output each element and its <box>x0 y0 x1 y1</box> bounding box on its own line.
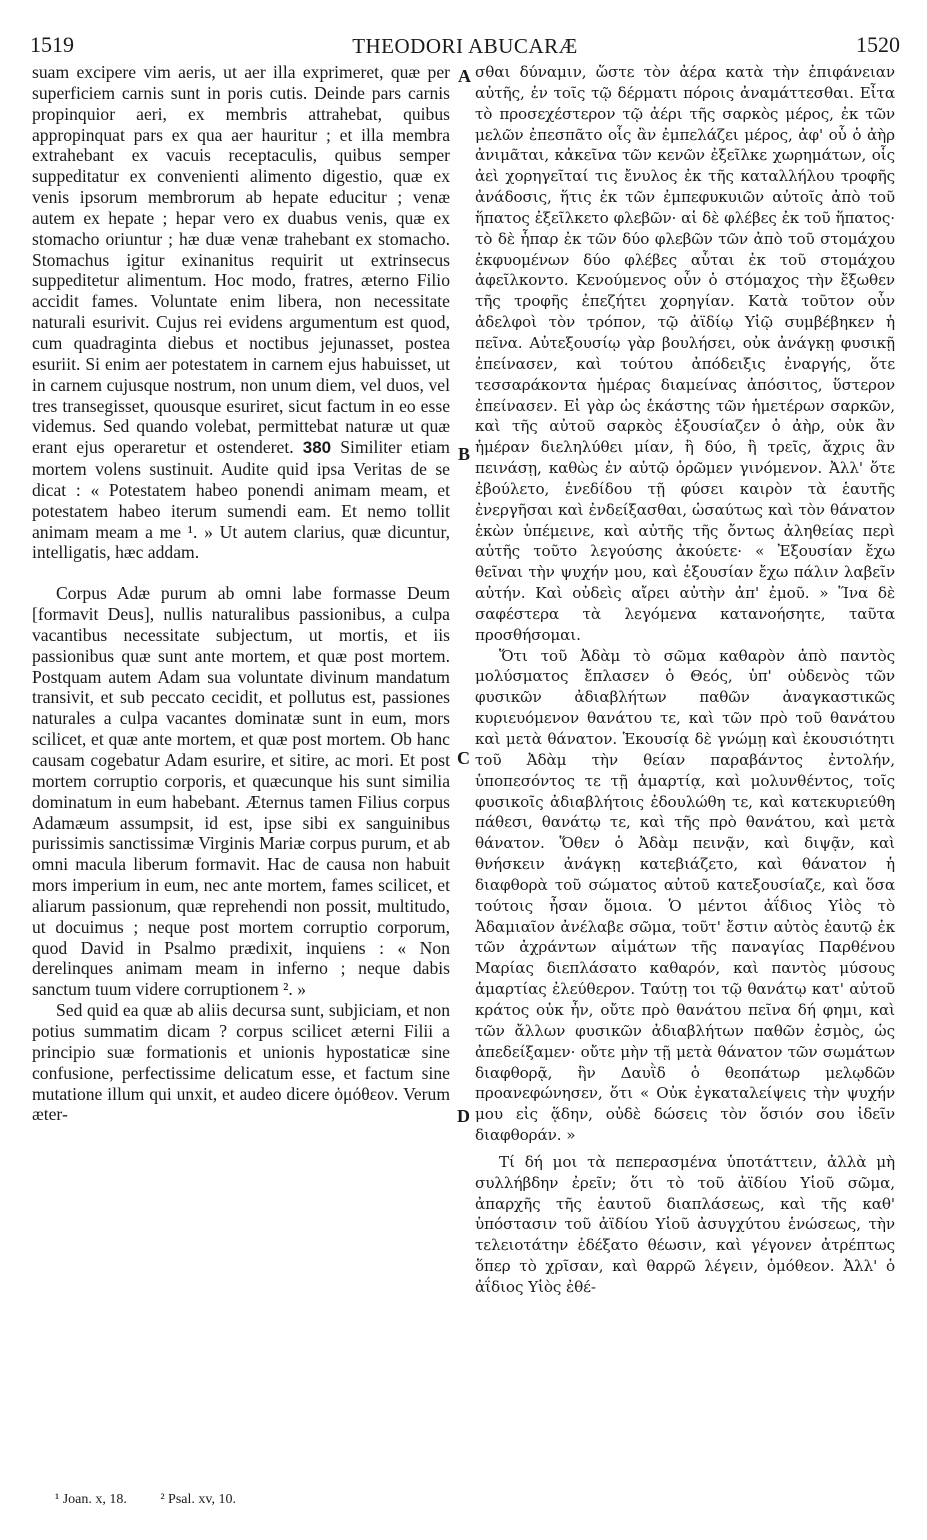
running-title: THEODORI ABUCARÆ <box>352 34 578 58</box>
latin-paragraph-2: Corpus Adæ purum ab omni labe formasse Deum [formavit Deus], nullis naturalibus passionibus, a culpa vacantibus necessitate subjectum, ut mortis, et iis passionibus quæ sunt ante mortem, et quæ post mortem. Postquam autem Adam sua voluntate divinum mandatum transivit, et sub peccato cecidit, et pollutus est, passiones naturales a culpa vacantes dominatæ sunt in eum, mors scilicet, et quæ ante mortem, et quæ post mortem. Ob hanc causam cogebatur Adam esurire, et sitire, ac mori. Et post mortem corruptio corporis, et quæcunque his sunt similia dominatum in eum habebant. Æternus tamen Filius corpus Adamæum assumpsit, id est, ipse sibi ex sanguinibus purissimis sanctissimæ Virginis Mariæ corpus purum, et ab omni macula liberum formavit. Hac de causa non habuit mors imperium in eum, nec ante mortem, fames scilicet, et aliarum passionum, quæ reprehendi non possit, multitudo, ut docuimus ; neque post mortem corruptio corporum, quod David in Psalmo prædixit, inquiens : « Non derelinques animam meam in inferno ; neque dabis sanctum tuum videre corruptionem ². » <box>32 583 450 1000</box>
latin-paragraph-1 <box>32 62 450 563</box>
footnote-1: ¹ Joan. x, 18. <box>55 1492 127 1507</box>
latin-paragraph-3: Sed quid ea quæ ab aliis decursa sunt, subjiciam, et non potius summatim dicam ? corpus scilicet æterni Filii a principio suæ formationis et unionis hypostaticæ sine confusione, perfectissime delicatum esse, et factum sine mutatione illum qui unxit, et audeo dicere ὁμόθεον. Verum æter- <box>32 1000 450 1125</box>
greek-paragraph-3: Τί δή μοι τὰ πεπερασμένα ὑποτάττειν, ἀλλὰ μὴ συλλήβδην ἐρεῖν; ὅτι τὸ τοῦ ἀϊδίου Υἱοῦ σῶμα, ἀπαρχῆς τῆς ἑαυτοῦ διαπλάσεως, καὶ τῆς καθ' ὑπόστασιν τοῦ ἀϊδίου Υἱοῦ ἀσυγχύτου ἑνώσεως, τὴν τελειοτάτην ἐδέξατο θέωσιν, καὶ γέγονεν ἀτρέπτως ὅπερ τὸ χρῖσαν, καὶ θαρρῶ λέγειν, ὁμόθεον. Ἀλλ' ὁ ἀΐδιος Υἱὸς ἐθέ- <box>475 1152 895 1296</box>
page-number-left: 1519 <box>30 32 74 57</box>
greek-column <box>475 62 895 1298</box>
page-header <box>30 32 900 62</box>
latin-paragraph-1-text-b: Similiter etiam mortem volens sustinuit. Audite quid ipsa Veritas de se dicat : « Potestatem habeo ponendi animam meam, et potestatem habeo iterum sumendi eam. Et nemo tollit animam meam a me ¹. » Ut autem clarius, quæ dicuntur, intelligatis, hæc addam. <box>32 437 450 563</box>
latin-column <box>32 62 450 1125</box>
column-number-marker: 380 <box>302 438 332 458</box>
margin-letter-c: C <box>457 748 470 768</box>
footnote-2: ² Psal. xv, 10. <box>160 1492 236 1507</box>
greek-paragraph-2: Ὅτι τοῦ Ἀδὰμ τὸ σῶμα καθαρὸν ἀπὸ παντὸς μολύσματος ἔπλασεν ὁ Θεός, ὑπ' οὐδενὸς τῶν φυσικῶν ἀδιαβλήτων παθῶν ἀναγκαστικῶς κυριευόμενον θανάτου τε, καὶ τῶν πρὸ τοῦ θανάτου καὶ μετὰ θάνατον. Ἑκουσίᾳ δὲ γνώμῃ καὶ ἑκουσιότητι τοῦ Ἀδὰμ τὴν θείαν παραβάντος ἐντολήν, ὑποπεσόντος τε τῇ ἁμαρτίᾳ, καὶ μολυνθέντος, τοῖς φυσικοῖς ἀδιαβλήτοις ἐδουλώθη τε, καὶ κατεκυριεύθη πάθεσι, θανάτῳ τε, καὶ τῆς πρὸ θανάτου, καὶ μετὰ θάνατον. Ὅθεν ὁ Ἀδὰμ πεινᾷν, καὶ διψᾷν, καὶ θνήσκειν ἀνάγκῃ κατεβιάζετο, καὶ θάνατον ἡ διαφθορὰ τοῦ σώματος αὐτοῦ κατεξουσίαζε, καὶ ὅσα τούτοις ἦσαν ὅμοια. Ὁ μέντοι ἀΐδιος Υἱὸς τὸ Ἀδαμιαῖον ἀνέλαβε σῶμα, τοῦτ' ἔστιν αὐτὸς ἑαυτῷ ἐκ τῶν ἀχράντων αἱμάτων τῆς παναγίας Παρθένου Μαρίας διεπλάσατο καθαρόν, καὶ παντὸς μύσους ἁμαρτίας ἐλεύθερον. Ταύτῃ τοι τῷ θανάτῳ κατ' αὐτοῦ κράτος οὐκ ἦν, οὔτε πρὸ θανάτου πεῖνα δή φημι, καὶ τῶν ἄλλων φυσικῶν ἀδιαβλήτων παθῶν ἐσμὸς, ὡς ἀπεδείξαμεν· οὔτε μὴν τῇ μετὰ θάνατον τῶν σωμάτων διαφθορᾷ, ἣν Δαυῒδ ὁ θεοπάτωρ μελῳδῶν προανεφώνησεν, ὅτι « Οὐκ ἐγκαταλείψεις τὴν ψυχήν μου εἰς ᾅδην, οὐδὲ δώσεις τὸν ὅσιόν σου ἰδεῖν διαφθοράν. » <box>475 646 895 1145</box>
page-number-right: 1520 <box>856 32 900 57</box>
margin-letter-a: A <box>458 66 471 86</box>
footnotes <box>55 1492 266 1508</box>
latin-paragraph-1-text-a: suam excipere vim aeris, ut aer illa exprimeret, quæ per superficiem carnis sunt in poris cutis. Deinde pars carnis propinquior aeri, ex membris attrahebat, quibus appropinquat pars ex qua aer hauritur ; et illa membra extrahebant ex vacuis receptaculis, quibus semper suppeditatur ex convenienti alimento digestio, quæ ex venis ipsorum membrorum ab hepate educitur ; venæ autem ex hepate ; hepar vero ex duabus venis, quæ ex stomacho oriuntur ; hæ duæ venæ trahebant ex stomacho. Stomachus igitur exinanitus requirit ut extrinsecus suppeditetur alimentum. Hoc modo, fratres, æterno Filio accidit fames. Voluntate enim libera, non necessitate naturali esurivit. Cujus rei evidens argumentum est quod, cum quadraginta diebus et noctibus jejunasset, postea esuriit. Si enim aer potestatem in carnem ejus habuisset, ut in carnem cujusque nostrum, non unum diem, vel duos, vel tres transegisset, quousque esuriret, sicut factum in eo esse videmus. Sed quando volebat, permittebat naturæ ut quæ erant ejus operaretur et ostenderet. <box>32 62 450 458</box>
margin-letter-d: D <box>457 1106 470 1126</box>
margin-letter-b: B <box>458 444 471 464</box>
greek-paragraph-1: σθαι δύναμιν, ὥστε τὸν ἀέρα κατὰ τὴν ἐπιφάνειαν αὐτῆς, ἐν τοῖς τῷ δέρματι πόροις ἀναμάττεσθαι. Εἶτα τὸ προσεχέστερον τῷ ἀέρι τῆς σαρκὸς μέρος, ἐκ τῶν μελῶν ἐπεσπᾶτο οἷς ἂν ἐμπελάζει μέρος, ἀφ' οὗ ὁ ἀὴρ ἀνιμᾶται, κἀκεῖνα τῶν κενῶν ἐξεῖλκε χωρημάτων, οἷς ἀεὶ χορηγεῖταί τις ἔνυλος ἐκ τῆς καταλλήλου τροφῆς ἀνάδοσις, ἥτις ἐκ τῶν ἐμπεφυκυιῶν αὐτοῖς ἀπὸ τοῦ ἥπατος ἐξεῖλκετο φλεβῶν· αἱ δὲ φλέβες ἐκ τοῦ ἥπατος· τὸ δὲ ἧπαρ ἐκ τῶν δύο φλεβῶν τῶν ἀπὸ τοῦ στομάχου ἐκφυομένων δύο φλέβες αὗται ἐκ τοῦ στομάχου ἀφεῖλκοντο. Κενούμενος οὖν ὁ στόμαχος τὴν ἔξωθεν τῆς τροφῆς ἐπεζήτει χορηγίαν. Κατὰ τοῦτον οὖν ἀδελφοὶ τὸν τρόπον, τῷ ἀϊδίῳ Υἱῷ συμβέβηκεν ἡ πεῖνα. Αὐτεξουσίῳ γὰρ βουλήσει, οὐκ ἀνάγκῃ φυσικῇ ἐπείνασεν, καὶ τούτου ἀπόδειξις ἐναργής, ὅτε τεσσαράκοντα ἡμέρας διαμείνας ἀπόσιτος, ὕστερον ἐπείνασεν. Εἰ γὰρ ὡς ἑκάστης τῶν ἡμετέρων σαρκῶν, καὶ τῆς αὐτοῦ σαρκὸς ἐξουσίαζεν ὁ ἀὴρ, οὐκ ἂν ἡμέραν διεληλύθει μίαν, ἢ δύο, ἢ τρεῖς, ἄχρις ἂν πεινάσῃ, καθὼς ἐν αὐτῷ ὁρῶμεν γινόμενον. Ἀλλ' ὅτε ἐβούλετο, ἐνεδίδου τῇ φύσει καιρὸν τὰ ἑαυτῆς ἐνεργῆσαι καὶ ἐνδείξασθαι, ὡσαύτως καὶ τὸν θάνατον ἑκὼν ὑπέμεινε, καὶ αὐτῆς τῆς ὄντως ἀληθείας περὶ αὐτῆς τοῦτο λεγούσης ἀκούετε· « Ἐξουσίαν ἔχω θεῖναι τὴν ψυχήν μου, καὶ ἐξουσίαν ἔχω πάλιν λαβεῖν αὐτήν. Καὶ οὐδεὶς αἴρει αὐτὴν ἀπ' ἐμοῦ. » Ἵνα δὲ σαφέστερα τὰ λεγόμενα κατανοήσητε, ταῦτα προσθήσομαι. <box>475 63 895 644</box>
